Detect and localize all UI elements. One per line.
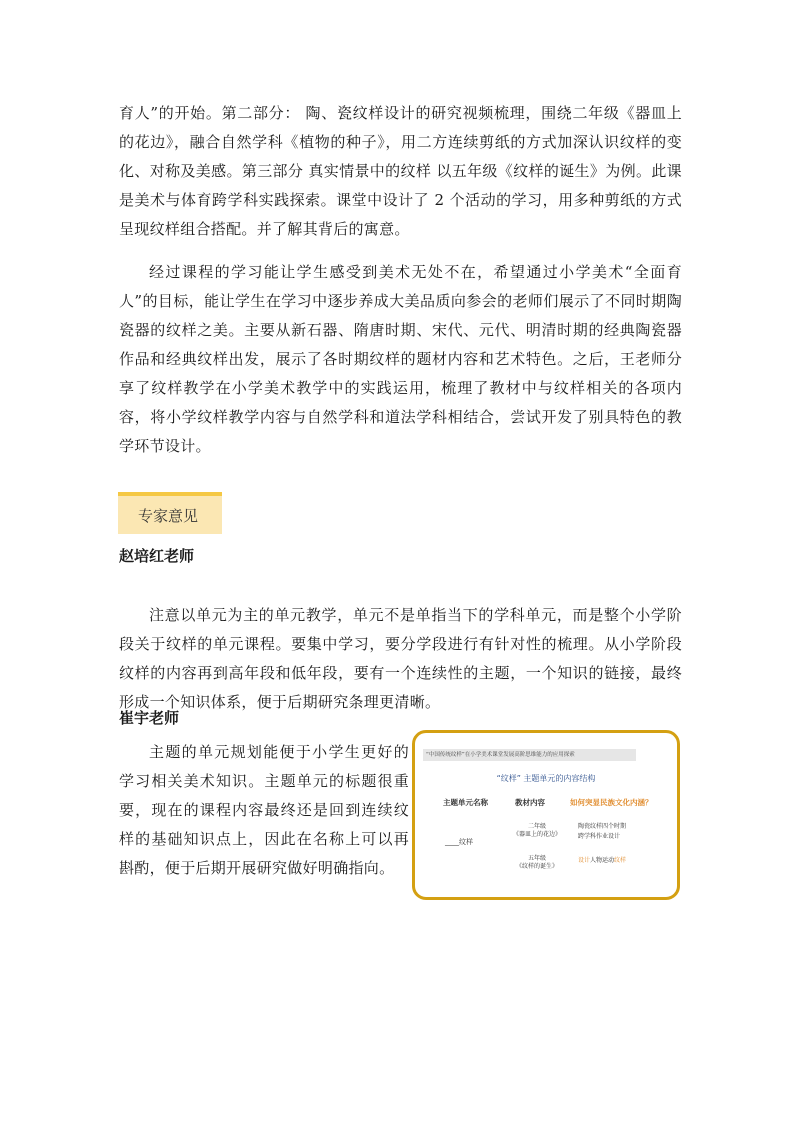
slide-right-2-pattern: 纹样 <box>614 857 627 864</box>
slide-right-1-line2: 跨学科作业设计 <box>578 833 621 840</box>
slide-right-1 <box>578 822 626 842</box>
slide-right-2-design: 设计 <box>578 857 591 864</box>
slide-col-content: 教材内容 <box>515 798 545 807</box>
section-tag-expert-opinion <box>118 492 222 534</box>
slide-image <box>412 730 680 900</box>
slide-grade5-lesson: 《纹样的诞生》 <box>515 863 558 870</box>
slide-right-2 <box>578 857 626 865</box>
expert-comment-2: 主题的单元规划能便于小学生更好的学习相关美术知识。主题单元的标题很重要，现在的课程内容最终还是回到连续纹样的基础知识点上，因此在名称上可以再斟酌，便于后期开展研究做好明确指向。 <box>119 743 409 877</box>
expert-name-2: 崔宇老师 <box>119 709 180 727</box>
paragraph-summary: 经过课程的学习能让学生感受到美术无处不在，希望通过小学美术“全面育人”的目标，能让学生在学习中逐步养成大美品质向参会的老师们展示了不同时期陶瓷器的纹样之美。主要从新石器、隋唐时期、宋代、元代、明清时期的经典陶瓷器作品和经典纹样出发，展示了各时期纹样的题材内容和艺术特色。之后，王老师分享了纹样教学在小学美术教学中的实践运用，梳理了教材中与纹样相关的各项内容，将小学纹样教学内容与自然学科和道法学科相结合，尝试开发了别具特色的教学环节设计。 <box>119 263 682 455</box>
expert-comment-1: 注意以单元为主的单元教学，单元不是单指当下的学科单元，而是整个小学阶段关于纹样的单元课程。要集中学习，要分学段进行有针对性的梳理。从小学阶段纹样的内容再到高年段和低年段，要有一个连续性的主题，一个知识的链接，最终形成一个知识体系，便于后期研究条理更清晰。 <box>119 606 682 711</box>
slide-grade5-year: 五年级 <box>527 855 546 862</box>
slide-unit-label: ____纹样 <box>445 838 473 846</box>
slide-col-question: 如何突显民族文化内涵？ <box>570 798 653 807</box>
slide-right-2-sport: 人物运动 <box>590 857 615 864</box>
expert-name-1: 赵培红老师 <box>119 547 195 565</box>
slide-grade2 <box>507 823 567 839</box>
slide-grade5 <box>507 855 567 871</box>
slide-top-bar: “中国传统纹样”在小学美术课堂发展高阶思维能力的应用探索 <box>423 749 636 761</box>
section-tag-label: 专家意见 <box>138 506 199 525</box>
slide-grade2-year: 二年级 <box>527 823 546 830</box>
paragraph-part-intro: 育人”的开始。第二部分： 陶、瓷纹样设计的研究视频梳理，围绕二年级《器皿上的花边》，融合自然学科《植物的种子》，用二方连续剪纸的方式加深认识纹样的变化、对称及美感。第三部分 真实情景中的纹样 以五年级《纹样的诞生》为例。此课是美术与体育跨学科实践探索。课堂中设计了 2 个活动的学习，用多种剪纸的方式呈现纹样组合搭配。并了解其背后的寓意。 <box>119 104 682 238</box>
slide-title: “纹样” 主题单元的内容结构 <box>496 774 596 783</box>
slide-right-1-line1: 陶瓷纹样四个时期 <box>578 823 627 830</box>
slide-col-unit-name: 主题单元名称 <box>443 798 488 807</box>
slide-grade2-lesson: 《器皿上的花边》 <box>512 831 561 838</box>
